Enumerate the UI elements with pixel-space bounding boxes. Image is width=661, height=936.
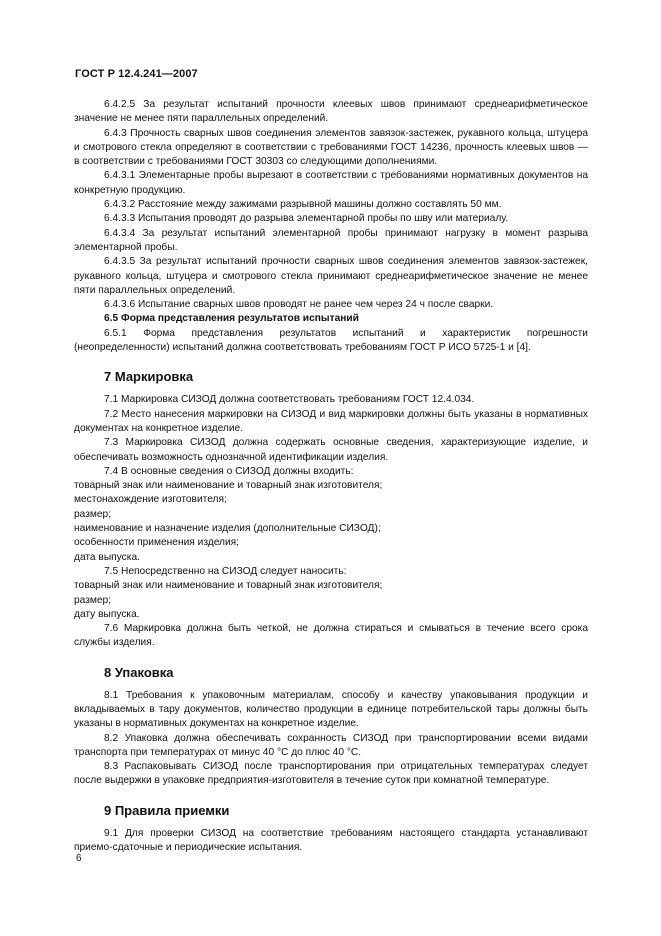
list-item: размер; bbox=[74, 594, 112, 606]
section-heading: 8 Упаковка bbox=[104, 664, 174, 680]
paragraph: 8.1 Требования к упаковочным материалам, способу и качеству упаковывания продукции и вкладываемых в тару документов, количество продукции в единице потребительской тары должны быть указаны в нормативных документах на конкретное изделие. bbox=[74, 689, 588, 730]
paragraph: 7.2 Место нанесения маркировки на СИЗОД и вид маркировки должны быть указаны в нормативных документах на конкретное изделие. bbox=[74, 408, 588, 434]
paragraph: 6.4.3.1 Элементарные пробы вырезают в соответствии с требованиями нормативных документов на конкретную продукцию. bbox=[74, 170, 588, 196]
list-item: местонахождение изготовителя; bbox=[74, 494, 227, 506]
document-header: ГОСТ Р 12.4.241—2007 bbox=[75, 68, 198, 80]
paragraph: 6.5.1 Форма представления результатов испытаний и характеристик погрешности (неопределенности) испытаний должна соответствовать требованиям ГОСТ Р ИСО 5725-1 и [4]. bbox=[74, 327, 588, 354]
page-number: 6 bbox=[76, 853, 82, 864]
paragraph: 7.1 Маркировка СИЗОД должна соответствовать требованиям ГОСТ 12.4.034. bbox=[104, 394, 475, 406]
list-item: товарный знак или наименование и товарный знак изготовителя; bbox=[74, 480, 383, 492]
paragraph: 6.4.3 Прочность сварных швов соединения элементов завязок-застежек, рукавного кольца, штуцера и смотрового стекла определяют в соответствии с требованиями ГОСТ 14236, прочность клеевых швов — в соответствии с требованиями ГОСТ 30303 со следующими дополнениями. bbox=[74, 127, 588, 168]
list-item: размер; bbox=[74, 508, 112, 520]
paragraph: 6.4.2.5 За результат испытаний прочности клеевых швов принимают среднеарифметическое значение не менее пяти параллельных определений. bbox=[74, 99, 588, 125]
paragraph: 6.4.3.3 Испытания проводят до разрыва элементарной пробы по шву или материалу. bbox=[104, 213, 509, 225]
list-item: наименование и назначение изделия (дополнительные СИЗОД); bbox=[74, 523, 381, 535]
paragraph: 7.5 Непосредственно на СИЗОД следует наносить: bbox=[104, 565, 347, 577]
paragraph: 7.3 Маркировка СИЗОД должна содержать основные сведения, характеризующие изделие, и обеспечивать возможность однозначной идентификации изделия. bbox=[74, 437, 588, 463]
paragraph: 7.4 В основные сведения о СИЗОД должны входить: bbox=[104, 465, 354, 477]
document-body bbox=[74, 98, 588, 855]
paragraph: 9.1 Для проверки СИЗОД на соответствие требованиям настоящего стандарта устанавливают приемо-сдаточные и периодические испытания. bbox=[74, 827, 588, 854]
subsection-heading: 6.5 Форма представления результатов испытаний bbox=[104, 313, 359, 325]
paragraph: 7.6 Маркировка должна быть четкой, не должна стираться и смываться в течение всего срока службы изделия. bbox=[74, 623, 588, 649]
paragraph: 8.3 Распаковывать СИЗОД после транспортирования при отрицательных температурах следует после выдержки в упаковке предприятия-изготовителя в течение суток при комнатной температуре. bbox=[74, 761, 588, 787]
paragraph: 6.4.3.5 За результат испытаний прочности сварных швов соединения элементов завязок-застежек, рукавного кольца, штуцера и смотрового стекла принимают среднеарифметическое значение не менее пяти параллельных определений. bbox=[74, 256, 588, 296]
paragraph: 8.2 Упаковка должна обеспечивать сохранность СИЗОД при транспортировании всеми видами транспорта при температурах от минус 40 °С до плюс 40 °С. bbox=[74, 732, 588, 758]
section-heading: 7 Маркировка bbox=[104, 369, 194, 385]
list-item: дата выпуска. bbox=[74, 551, 140, 563]
section-heading: 9 Правила приемки bbox=[104, 802, 230, 818]
list-item: особенности применения изделия; bbox=[74, 537, 240, 549]
paragraph: 6.4.3.4 За результат испытаний элементарной пробы принимают нагрузку в момент разрыва элементарной пробы. bbox=[74, 227, 588, 253]
list-item: дату выпуска. bbox=[74, 608, 140, 620]
paragraph: 6.4.3.2 Расстояние между зажимами разрывной машины должно составлять 50 мм. bbox=[104, 199, 502, 211]
list-item: товарный знак или наименование и товарный знак изготовителя; bbox=[74, 580, 383, 592]
paragraph: 6.4.3.6 Испытание сварных швов проводят не ранее чем через 24 ч после сварки. bbox=[104, 299, 494, 311]
